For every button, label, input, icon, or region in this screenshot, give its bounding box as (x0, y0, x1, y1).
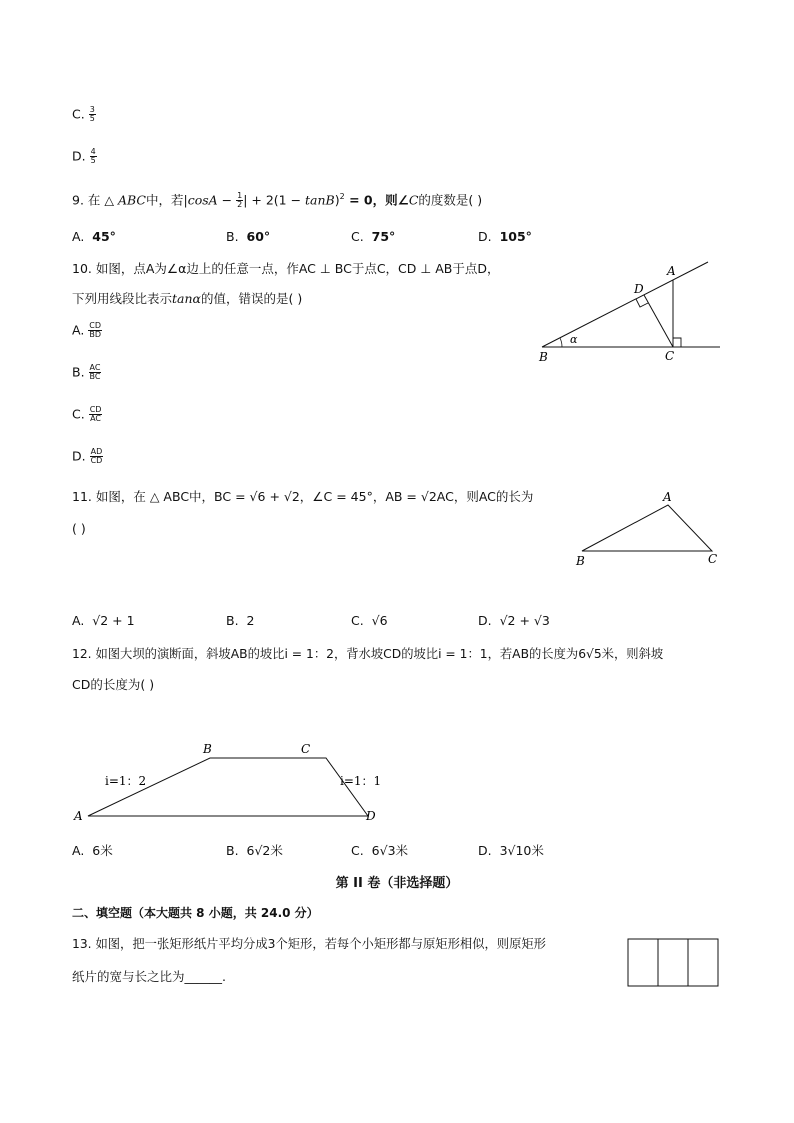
q12-option-b: B. 6√2米 (226, 843, 283, 858)
q12-slope-right: i=1：1 (340, 774, 382, 788)
q12-slope-left: i=1：2 (105, 774, 147, 788)
q13-stem-line2: 纸片的宽与长之比为______. (72, 969, 226, 984)
q11-option-c: C. √6 (351, 613, 388, 628)
q11-option-d: D. √2 + √3 (478, 613, 550, 628)
q12-label-a: A (74, 809, 83, 823)
q10-angle-arc (560, 338, 562, 347)
q9-option-d: D. 105° (478, 229, 532, 244)
q11-stem-line2: ( ) (72, 521, 86, 536)
q10-figure (530, 258, 730, 368)
q9-option-c: C. 75° (351, 229, 396, 244)
q11-option-a: A. √2 + 1 (72, 613, 135, 628)
q10-segment-cd (644, 295, 673, 347)
q10-option-d: D. $\frac{AD}{CD}$ (72, 447, 103, 466)
section-heading: 二、填空题（本大题共 8 小题，共 24.0 分） (72, 906, 319, 920)
q10-label-alpha: α (570, 333, 578, 346)
q10-ray-ba (542, 262, 708, 347)
q8-option-c: C. $\frac{3}{5}$ (72, 105, 95, 124)
q10-label-b: B (539, 350, 548, 364)
q12-label-c: C (301, 742, 311, 756)
q12-stem-line2: CD的长度为( ) (72, 677, 155, 692)
q13-stem-line1: 13. 如图，把一张矩形纸片平均分成3个矩形，若每个小矩形都与原矩形相似，则原矩形 (72, 937, 546, 951)
q12-label-b: B (203, 742, 212, 756)
q12-option-d: D. 3√10米 (478, 843, 544, 858)
q10-option-c: C. $\frac{CD}{AC}$ (72, 405, 102, 424)
q10-option-b: B. $\frac{AC}{BC}$ (72, 363, 101, 382)
q11-stem-line1: 11. 如图，在 △ ABC中，BC = √6 + √2，∠C = 45°，AB = √2AC，则AC的长为 (72, 489, 534, 504)
volume-title: 第 II 卷（非选择题） (335, 876, 459, 891)
q11-label-c: C (708, 552, 718, 566)
q11-triangle (582, 505, 712, 551)
q10-stem-line2: 下列用线段比表示tanα的值，错误的是( ) (72, 291, 303, 306)
q12-option-c: C. 6√3米 (351, 843, 409, 858)
q10-right-angle-d (636, 299, 648, 307)
q8-option-d-fraction: $\frac{4}{5}$ (90, 147, 96, 166)
q8-option-c-fraction: $\frac{3}{5}$ (89, 105, 95, 124)
q13-figure (626, 937, 722, 989)
q10-label-a: A (667, 264, 676, 278)
q10-label-d: D (634, 282, 644, 296)
q9-option-a: A. 45° (72, 229, 116, 244)
q11-label-b: B (576, 554, 585, 568)
q8-option-d: D. $\frac{4}{5}$ (72, 147, 96, 166)
q12-figure (70, 738, 400, 828)
q13-rectangle (628, 939, 718, 986)
q10-right-angle-c (673, 338, 681, 347)
q9-option-b: B. 60° (226, 229, 271, 244)
q10-stem-line1: 10. 如图，点A为∠α边上的任意一点，作AC ⊥ BC于点C，CD ⊥ AB于点D， (72, 261, 500, 276)
q12-option-a: A. 6米 (72, 843, 113, 858)
q11-option-b: B. 2 (226, 613, 255, 628)
q10-label-c: C (665, 349, 675, 363)
q11-label-a: A (663, 490, 672, 504)
q9-stem: 9. 在 △ ABC中，若|cosA − $\frac{1}{2}$ | + $2(1 - \tan B)^2 = 0$，则∠C的度数是( ) (72, 191, 483, 210)
q12-label-d: D (366, 809, 376, 823)
q12-stem-line1: 12. 如图大坝的演断面，斜坡AB的坡比i = 1：2，背水坡CD的坡比i = 1：1，若AB的长度为6√5米，则斜坡 (72, 647, 664, 661)
q10-option-a: A. $\frac{CD}{BD}$ (72, 321, 102, 340)
q11-figure (570, 488, 730, 568)
